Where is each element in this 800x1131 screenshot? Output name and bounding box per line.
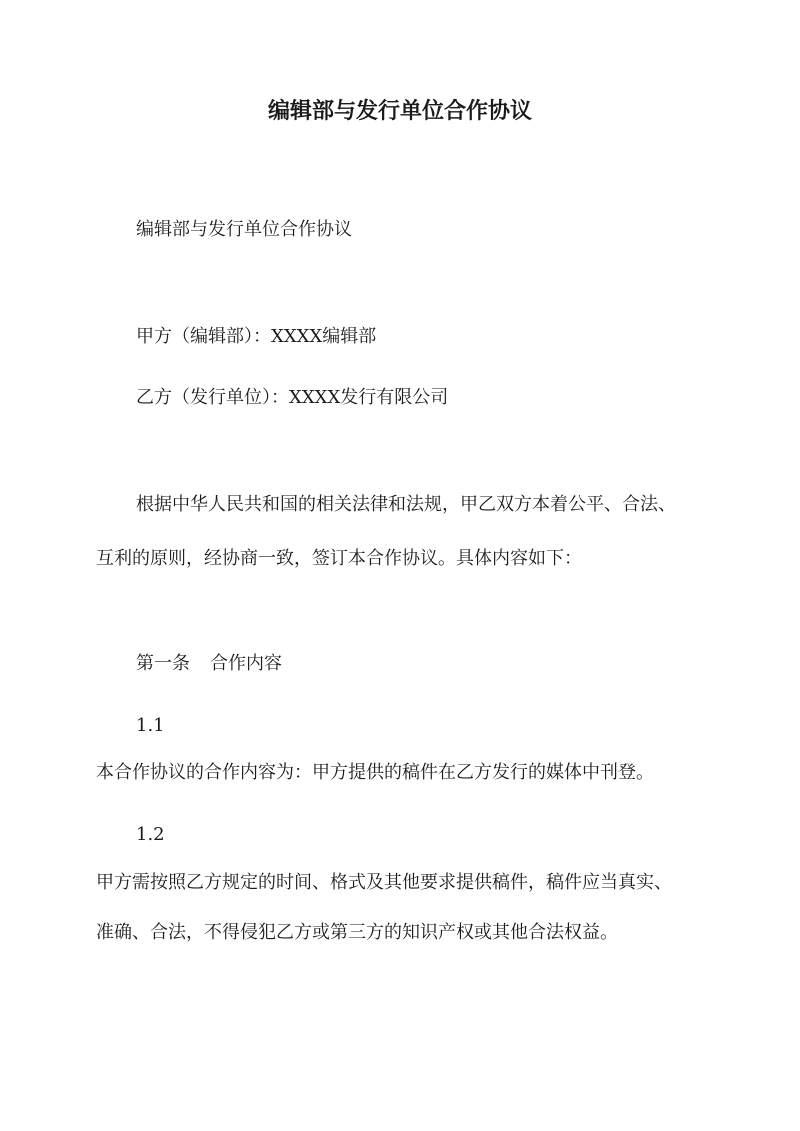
preamble-line-1: 根据中华人民共和国的相关法律和法规，甲乙双方本着公平、合法、 (136, 494, 676, 515)
clause-1-2-number: 1.2 (136, 824, 165, 845)
clause-1-2-line-1: 甲方需按照乙方规定的时间、格式及其他要求提供稿件，稿件应当真实、 (96, 872, 672, 893)
clause-1-2-line-2: 准确、合法，不得侵犯乙方或第三方的知识产权或其他合法权益。 (96, 922, 618, 943)
clause-1-1-text: 本合作协议的合作内容为：甲方提供的稿件在乙方发行的媒体中刊登。 (96, 762, 654, 783)
preamble-line-2: 互利的原则，经协商一致，签订本合作协议。具体内容如下： (96, 548, 582, 569)
party-a: 甲方（编辑部）：XXXX编辑部 (136, 326, 377, 347)
document-subtitle: 编辑部与发行单位合作协议 (136, 219, 352, 240)
article-1-number: 第一条 (136, 653, 190, 674)
article-1-heading (136, 652, 282, 676)
document-title: 编辑部与发行单位合作协议 (267, 98, 532, 124)
party-b: 乙方（发行单位）：XXXX发行有限公司 (136, 387, 449, 408)
article-1-title: 合作内容 (210, 653, 282, 674)
clause-1-1-number: 1.1 (136, 715, 165, 736)
